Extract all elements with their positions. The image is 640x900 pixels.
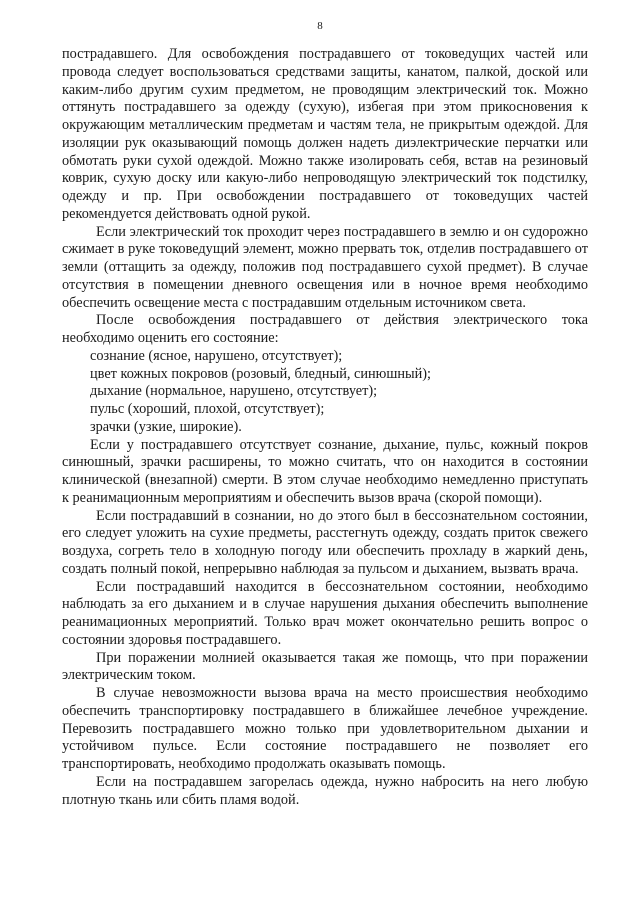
- paragraph-assess-state: После освобождения пострадавшего от действия электрического тока необходимо оценить его состояние:: [62, 312, 588, 346]
- state-checklist: [62, 348, 588, 437]
- paragraph-unconscious: Если пострадавший находится в бессознательном состоянии, необходимо наблюдать за его дыханием и в случае нарушения дыхания обеспечить выполнение реанимационных мероприятий. Только врач может окончательно решить вопрос о состоянии здоровья пострадавшего.: [62, 578, 588, 648]
- list-item: сознание (ясное, нарушено, отсутствует);: [90, 347, 343, 364]
- paragraph-conscious: Если пострадавший в сознании, но до этого был в бессознательном состоянии, его следует уложить на сухие предметы, расстегнуть одежду, создать приток свежего воздуха, согреть тело в холодную погоду или обеспечить прохладу в жаркий день, создать полный покой, непрерывно наблюдая за пульсом и дыханием, вызвать врача.: [62, 507, 588, 577]
- list-item: цвет кожных покровов (розовый, бледный, синюшный);: [90, 365, 431, 382]
- paragraph-release-methods: пострадавшего. Для освобождения пострадавшего от токоведущих частей или провода следует воспользоваться средствами защиты, канатом, палкой, доской или каким-либо другим сухим предметом, не проводящим электрический ток. Можно оттянуть пострадавшего за одежду (сухую), избегая при этом прикосновения к окружающим металлическим предметам и частям тела, не прикрытым одеждой. Для изоляции рук оказывающий помощь должен надеть диэлектрические перчатки или обмотать руки сухой одеждой. Можно также изолировать себя, встав на резиновый коврик, сухую доску или какую-либо непроводящую электрический ток подстилку, одежду и пр. При освобождении пострадавшего от токоведущих частей рекомендуется действовать одной рукой.: [62, 46, 588, 222]
- page-number: 8: [317, 20, 323, 32]
- list-item: пульс (хороший, плохой, отсутствует);: [90, 401, 325, 417]
- document-body: [62, 46, 588, 809]
- list-item: дыхание (нормальное, нарушено, отсутствует);: [90, 383, 378, 400]
- paragraph-clinical-death: Если у пострадавшего отсутствует сознание, дыхание, пульс, кожный покров синюшный, зрачки расширены, то можно считать, что он находится в состоянии клинической (внезапной) смерти. В этом случае необходимо немедленно приступать к реанимационным мероприятиям и обеспечить вызов врача (скорой помощи).: [62, 436, 588, 506]
- paragraph-lightning: При поражении молнией оказывается такая же помощь, что при поражении электрическим током.: [62, 649, 588, 684]
- paragraph-burning-clothes: Если на пострадавшем загорелась одежда, нужно набросить на него любую плотную ткань или сбить пламя водой.: [62, 773, 588, 808]
- list-item: зрачки (узкие, широкие).: [90, 418, 242, 435]
- paragraph-ground-current: Если электрический ток проходит через пострадавшего в землю и он судорожно сжимает в руке токоведущий элемент, можно прервать ток, отделив пострадавшего от земли (оттащить за одежду, положив под пострадавшего сухой предмет). В случае отсутствия в помещении дневного освещения или в ночное время необходимо обеспечить освещение места с пострадавшим отдельным источником света.: [62, 223, 588, 311]
- paragraph-transport: В случае невозможности вызова врача на место происшествия необходимо обеспечить транспортировку пострадавшего в ближайшее лечебное учреждение. Перевозить пострадавшего можно только при удовлетворительном дыхании и устойчивом пульсе. Если состояние пострадавшего не позволяет его транспортировать, необходимо продолжать оказывать помощь.: [62, 685, 588, 772]
